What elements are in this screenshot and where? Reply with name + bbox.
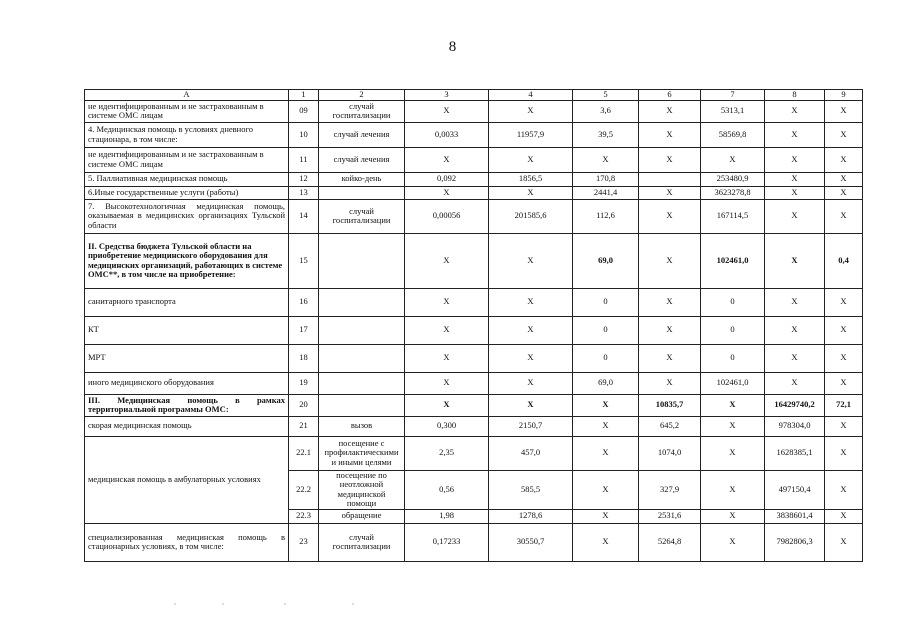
cell-col6: X <box>639 100 701 122</box>
cell-col4: 2150,7 <box>489 416 573 436</box>
cell-col5: 2441,4 <box>573 186 639 199</box>
table-row <box>85 199 863 233</box>
cell-col3: X <box>405 372 489 394</box>
row-label: МРТ <box>85 344 289 372</box>
row-unit: случай госпитализации <box>319 199 405 233</box>
cell-col6: 5264,8 <box>639 523 701 561</box>
row-code: 09 <box>289 100 319 122</box>
cell-col6: 327,9 <box>639 470 701 509</box>
row-label: медицинская помощь в амбулаторных условиях <box>85 436 289 523</box>
cell-col6 <box>639 172 701 186</box>
cell-col4: 30550,7 <box>489 523 573 561</box>
cell-col8: X <box>765 372 825 394</box>
cell-col8: X <box>765 122 825 147</box>
cell-col4: X <box>489 233 573 288</box>
cell-col5: X <box>573 394 639 416</box>
header-cell: 1 <box>289 90 319 101</box>
cell-col6: X <box>639 122 701 147</box>
table-row <box>85 288 863 316</box>
cell-col8: 3838601,4 <box>765 509 825 523</box>
table-row <box>85 344 863 372</box>
cell-col8: X <box>765 316 825 344</box>
table-row <box>85 416 863 436</box>
header-cell: 3 <box>405 90 489 101</box>
cell-col3: 2,35 <box>405 436 489 470</box>
cell-col7: X <box>701 509 765 523</box>
row-label: 5. Паллиативная медицинская помощь <box>85 172 289 186</box>
cell-col7: X <box>701 147 765 172</box>
row-unit <box>319 288 405 316</box>
cell-col3: X <box>405 394 489 416</box>
cell-col4: X <box>489 394 573 416</box>
cell-col5: X <box>573 470 639 509</box>
cell-col7: 58569,8 <box>701 122 765 147</box>
cell-col7: 0 <box>701 344 765 372</box>
scan-artifact <box>165 601 365 607</box>
table-row <box>85 523 863 561</box>
table-row <box>85 436 863 470</box>
row-unit <box>319 186 405 199</box>
cell-col7: 102461,0 <box>701 233 765 288</box>
cell-col4: 457,0 <box>489 436 573 470</box>
cell-col9: X <box>825 172 863 186</box>
cell-col9: X <box>825 416 863 436</box>
row-unit <box>319 233 405 288</box>
cell-col3: 0,56 <box>405 470 489 509</box>
cell-col9: X <box>825 436 863 470</box>
cell-col9: X <box>825 316 863 344</box>
row-unit: обращение <box>319 509 405 523</box>
row-code: 11 <box>289 147 319 172</box>
row-label: специализированная медицинская помощь в стационарных условиях, в том числе: <box>85 523 289 561</box>
cell-col9: 0,4 <box>825 233 863 288</box>
header-cell: 6 <box>639 90 701 101</box>
cell-col8: 978304,0 <box>765 416 825 436</box>
row-code: 18 <box>289 344 319 372</box>
cell-col5: 0 <box>573 288 639 316</box>
cell-col5: X <box>573 416 639 436</box>
cell-col4: X <box>489 316 573 344</box>
cell-col4: 201585,6 <box>489 199 573 233</box>
cell-col6: X <box>639 372 701 394</box>
cell-col9: X <box>825 523 863 561</box>
cell-col9: 72,1 <box>825 394 863 416</box>
row-code: 22.3 <box>289 509 319 523</box>
cell-col8: 497150,4 <box>765 470 825 509</box>
cell-col6: X <box>639 233 701 288</box>
cell-col7: X <box>701 394 765 416</box>
row-code: 16 <box>289 288 319 316</box>
header-cell: 2 <box>319 90 405 101</box>
row-label: скорая медицинская помощь <box>85 416 289 436</box>
row-code: 22.2 <box>289 470 319 509</box>
cell-col5: 0 <box>573 344 639 372</box>
cell-col4: 1278,6 <box>489 509 573 523</box>
cell-col3: X <box>405 316 489 344</box>
cell-col7: 0 <box>701 316 765 344</box>
cell-col4: X <box>489 288 573 316</box>
row-unit <box>319 344 405 372</box>
table-row <box>85 172 863 186</box>
cell-col9: X <box>825 288 863 316</box>
data-table <box>84 89 863 562</box>
row-code: 23 <box>289 523 319 561</box>
row-unit <box>319 372 405 394</box>
header-cell: A <box>85 90 289 101</box>
cell-col3: X <box>405 233 489 288</box>
cell-col9: X <box>825 344 863 372</box>
row-code: 14 <box>289 199 319 233</box>
cell-col7: 0 <box>701 288 765 316</box>
cell-col3: 0,092 <box>405 172 489 186</box>
cell-col9: X <box>825 122 863 147</box>
cell-col9: X <box>825 372 863 394</box>
row-code: 17 <box>289 316 319 344</box>
cell-col3: X <box>405 344 489 372</box>
cell-col7: 3623278,8 <box>701 186 765 199</box>
cell-col3: 0,300 <box>405 416 489 436</box>
header-row <box>85 90 863 101</box>
cell-col6: 2531,6 <box>639 509 701 523</box>
cell-col8: X <box>765 172 825 186</box>
cell-col8: X <box>765 288 825 316</box>
cell-col3: X <box>405 288 489 316</box>
cell-col5: X <box>573 436 639 470</box>
row-code: 10 <box>289 122 319 147</box>
table-row <box>85 100 863 122</box>
cell-col7: 253480,9 <box>701 172 765 186</box>
table-row <box>85 186 863 199</box>
row-unit: посещение с профилактическими и иными целями <box>319 436 405 470</box>
cell-col6: X <box>639 147 701 172</box>
row-label: иного медицинского оборудования <box>85 372 289 394</box>
cell-col8: X <box>765 147 825 172</box>
header-cell: 5 <box>573 90 639 101</box>
cell-col5: 39,5 <box>573 122 639 147</box>
cell-col4: X <box>489 344 573 372</box>
table-row <box>85 233 863 288</box>
cell-col4: X <box>489 147 573 172</box>
cell-col3: X <box>405 100 489 122</box>
cell-col8: X <box>765 100 825 122</box>
cell-col9: X <box>825 186 863 199</box>
row-unit: случай госпитализации <box>319 100 405 122</box>
row-code: 20 <box>289 394 319 416</box>
row-label: 4. Медицинская помощь в условиях дневного стационара, в том числе: <box>85 122 289 147</box>
row-unit: случай госпитализации <box>319 523 405 561</box>
row-label: II. Средства бюджета Тульской области на приобретение медицинского оборудования для медицинских организаций, работающих в системе ОМС**, в том числе на приобретение: <box>85 233 289 288</box>
row-unit: койко-день <box>319 172 405 186</box>
row-code: 12 <box>289 172 319 186</box>
cell-col5: 0 <box>573 316 639 344</box>
cell-col9: X <box>825 199 863 233</box>
cell-col4: X <box>489 372 573 394</box>
row-label: санитарного транспорта <box>85 288 289 316</box>
table-row <box>85 372 863 394</box>
page-number: 8 <box>448 39 457 55</box>
cell-col7: 102461,0 <box>701 372 765 394</box>
row-code: 21 <box>289 416 319 436</box>
cell-col7: X <box>701 523 765 561</box>
row-label: 7. Высокотехнологичная медицинская помощь, оказываемая в медицинских организациях Тульской области <box>85 199 289 233</box>
row-unit <box>319 316 405 344</box>
table-row <box>85 394 863 416</box>
cell-col4: X <box>489 186 573 199</box>
header-cell: 8 <box>765 90 825 101</box>
row-unit: случай лечения <box>319 122 405 147</box>
cell-col6: X <box>639 288 701 316</box>
cell-col3: X <box>405 186 489 199</box>
cell-col6: 10835,7 <box>639 394 701 416</box>
cell-col3: 0,00056 <box>405 199 489 233</box>
cell-col5: 69,0 <box>573 233 639 288</box>
cell-col8: X <box>765 186 825 199</box>
cell-col4: 585,5 <box>489 470 573 509</box>
row-code: 22.1 <box>289 436 319 470</box>
cell-col8: X <box>765 344 825 372</box>
row-unit: посещение по неотложной медицинской помощи <box>319 470 405 509</box>
cell-col3: 0,17233 <box>405 523 489 561</box>
row-code: 13 <box>289 186 319 199</box>
table-row <box>85 316 863 344</box>
cell-col8: X <box>765 199 825 233</box>
cell-col6: X <box>639 199 701 233</box>
cell-col7: X <box>701 436 765 470</box>
header-cell: 7 <box>701 90 765 101</box>
cell-col6: 1074,0 <box>639 436 701 470</box>
row-unit <box>319 394 405 416</box>
cell-col6: X <box>639 344 701 372</box>
row-label: 6.Иные государственные услуги (работы) <box>85 186 289 199</box>
header-cell: 9 <box>825 90 863 101</box>
cell-col5: 3,6 <box>573 100 639 122</box>
row-unit: случай лечения <box>319 147 405 172</box>
cell-col3: X <box>405 147 489 172</box>
cell-col8: 16429740,2 <box>765 394 825 416</box>
row-label: не идентифицированным и не застрахованным в системе ОМС лицам <box>85 147 289 172</box>
cell-col5: 69,0 <box>573 372 639 394</box>
row-label: не идентифицированным и не застрахованным в системе ОМС лицам <box>85 100 289 122</box>
cell-col9: X <box>825 509 863 523</box>
cell-col4: X <box>489 100 573 122</box>
cell-col8: 1628385,1 <box>765 436 825 470</box>
row-unit: вызов <box>319 416 405 436</box>
cell-col7: 167114,5 <box>701 199 765 233</box>
cell-col9: X <box>825 147 863 172</box>
cell-col5: 170,8 <box>573 172 639 186</box>
cell-col7: X <box>701 416 765 436</box>
cell-col5: X <box>573 147 639 172</box>
table-row <box>85 122 863 147</box>
cell-col3: 0,0033 <box>405 122 489 147</box>
cell-col6: 645,2 <box>639 416 701 436</box>
row-label: КТ <box>85 316 289 344</box>
cell-col8: X <box>765 233 825 288</box>
cell-col7: X <box>701 470 765 509</box>
cell-col5: X <box>573 509 639 523</box>
cell-col8: 7982806,3 <box>765 523 825 561</box>
row-code: 19 <box>289 372 319 394</box>
cell-col4: 1856,5 <box>489 172 573 186</box>
cell-col3: 1,98 <box>405 509 489 523</box>
cell-col7: 5313,1 <box>701 100 765 122</box>
header-cell: 4 <box>489 90 573 101</box>
cell-col9: X <box>825 470 863 509</box>
cell-col4: 11957,9 <box>489 122 573 147</box>
cell-col6: X <box>639 186 701 199</box>
table-row <box>85 147 863 172</box>
cell-col9: X <box>825 100 863 122</box>
row-label: III. Медицинская помощь в рамках территориальной программы ОМС: <box>85 394 289 416</box>
cell-col6: X <box>639 316 701 344</box>
row-code: 15 <box>289 233 319 288</box>
cell-col5: X <box>573 523 639 561</box>
cell-col5: 112,6 <box>573 199 639 233</box>
